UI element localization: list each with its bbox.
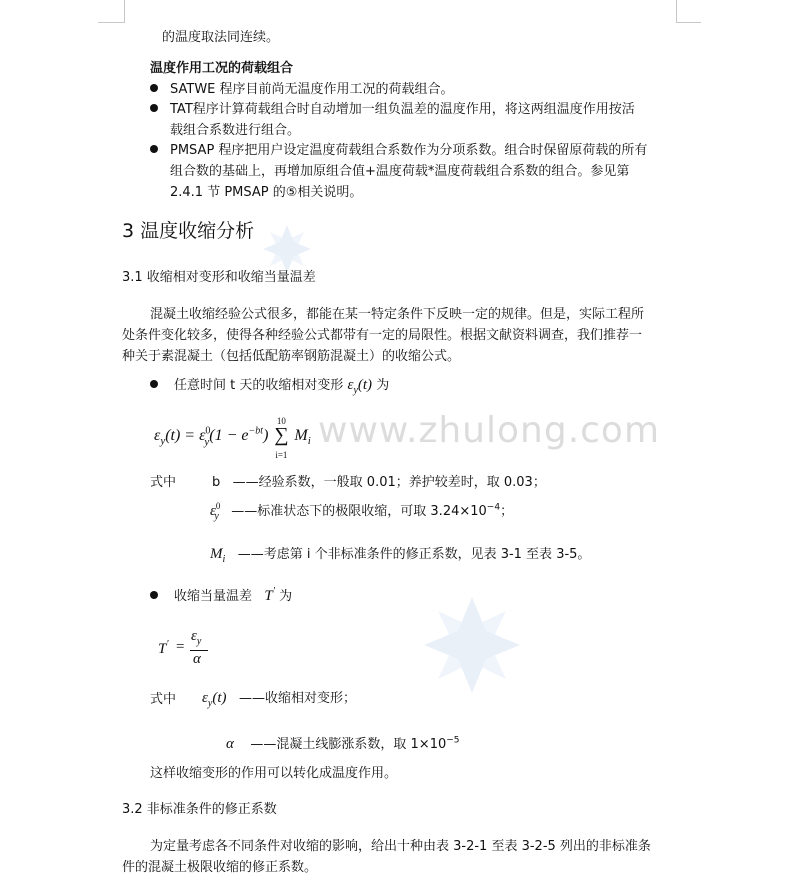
closing-sentence: 这样收缩变形的作用可以转化成温度作用。 [150,766,398,781]
paragraph-line: 处条件变化较多，使得各种经验公式都带有一定的局限性。根据文献资料调查，我们推荐一 [122,328,643,343]
crop-mark [676,0,677,22]
watermark-logo-icon [422,595,522,695]
formula-equiv-temp: T′ = $\varepsilon_y$ α [158,630,218,670]
bullet-equiv-temp: 收缩当量温差 T′ 为 [174,586,293,604]
crop-mark [676,22,701,23]
formula-shrink-strain: $\varepsilon_y(t) = \varepsilon^0_y(1 - e^{-bt})$ 10 ∑ i=1 $M_i$ [154,416,311,460]
intro-tail: 的温度取法同连续。 [162,30,280,45]
crop-mark [124,0,125,22]
bullet-marker [150,380,158,388]
chapter-title: 温度收缩分析 [140,220,255,242]
bullet-marker [150,591,158,599]
paragraph-line: 混凝土收缩经验公式很多，都能在某一特定条件下反映一定的规律。但是，实际工程所 [150,307,645,322]
bullet-marker [150,145,158,153]
combo-item-2-line-1: TAT程序计算荷载组合时自动增加一组负温差的温度作用，将这两组温度作用按活 [170,102,635,117]
crop-mark [98,22,125,23]
paragraph-line: 为定量考虑各不同条件对收缩的影响，给出十种由表 3-2-1 至表 3-2-5 列出的非标准条 [150,839,651,854]
paragraph-line: 件的混凝土极限收缩的修正系数。 [122,860,318,875]
def-eps0: $\varepsilon^0_y$ ——标准状态下的极限收缩，可取 $3.24\times 10^{-4}$； [210,501,514,522]
combo-item-3-line-2: 组合数的基础上，再增加原组合值+温度荷载*温度荷载组合系数的组合。参见第 [170,164,630,179]
def-b: b ——经验系数，一般取 0.01；养护较差时，取 0.03； [212,475,546,490]
def-mi: $M_i$ ——考虑第 i 个非标准条件的修正系数，见表 3-1 至表 3-5。 [210,546,591,565]
def-alpha: α ——混凝土线膨涨系数，取 $1\times 10^{-5}$ [226,735,460,752]
where-label: 式中 [150,475,177,490]
combo-heading: 温度作用工况的荷载组合 [150,61,294,76]
watermark-text: www.zhulong.com [318,410,661,451]
chapter-heading [122,216,254,243]
bullet-marker [150,84,158,92]
def-eps-t: $\varepsilon_y(t)$ ——收缩相对变形； [202,690,356,709]
section-heading-3-1: 3.1 收缩相对变形和收缩当量温差 [122,270,316,285]
combo-item-3-line-3: 2.4.1 节 PMSAP 的⑤相关说明。 [170,185,363,200]
combo-item-3-line-1: PMSAP 程序把用户设定温度荷载组合系数作为分项系数。组合时保留原荷载的所有 [170,143,648,158]
bullet-marker [150,104,158,112]
paragraph-line: 种关于素混凝土（包括低配筋率钢筋混凝土）的收缩公式。 [122,349,461,364]
combo-item-2-line-2: 载组合系数进行组合。 [170,123,301,138]
where-label-2: 式中 [150,692,177,707]
combo-item-1: SATWE 程序目前尚无温度作用工况的荷载组合。 [170,82,454,97]
bullet-shrink-strain: 任意时间 t 天的收缩相对变形 $\varepsilon_y(t)$ 为 [174,377,390,396]
section-heading-3-2: 3.2 非标准条件的修正系数 [122,802,277,817]
chapter-number: 3 [122,220,135,242]
